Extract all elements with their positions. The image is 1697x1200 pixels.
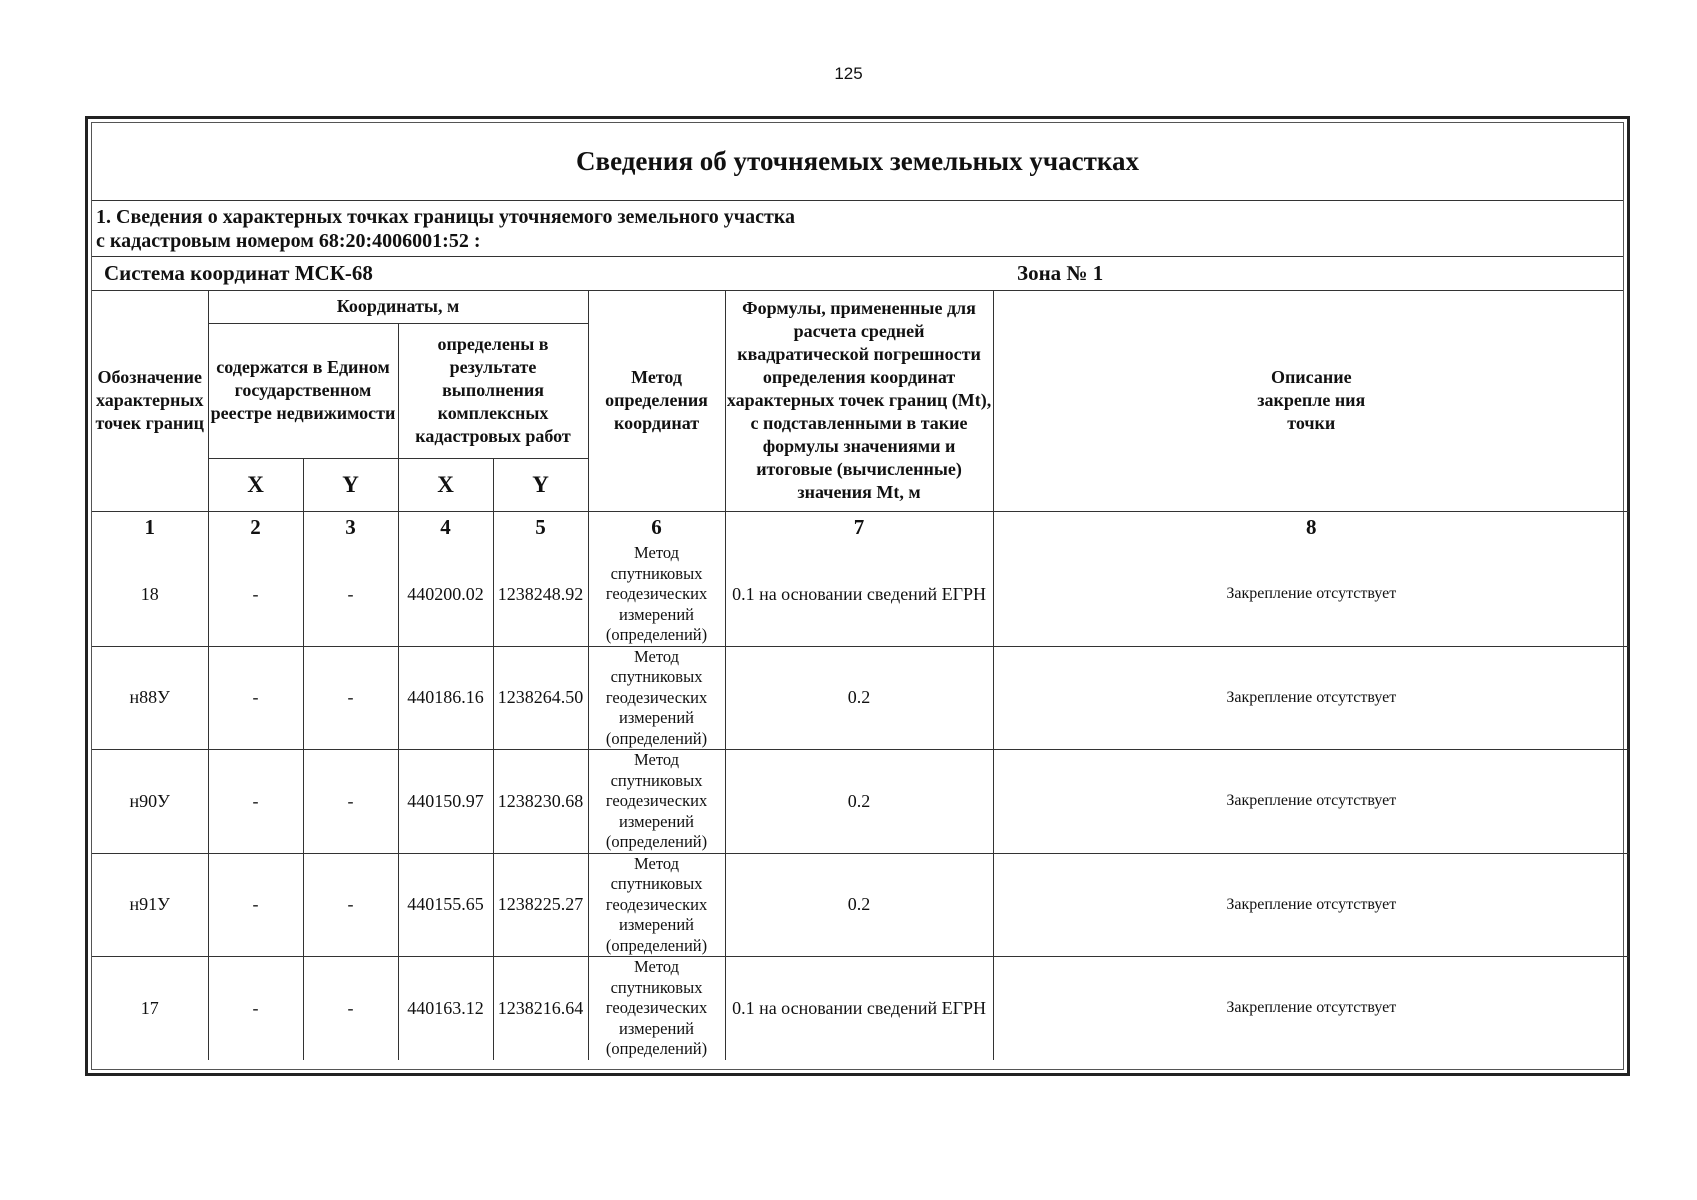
- cell-method: Метод спутниковых геодезических измерений (определений): [588, 543, 725, 646]
- cell-description: Закрепление отсутствует: [993, 750, 1629, 854]
- cell-x: 440200.02: [398, 543, 493, 646]
- cell-mt: 0.1 на основании сведений ЕГРН: [725, 957, 993, 1060]
- cell-method: Метод спутниковых геодезических измерений (определений): [588, 957, 725, 1060]
- header-formula: Формулы, примененные для расчета средней квадратической погрешности определения координат характерных точек границ (Mt), с подставленными в такие формулы значениями и итоговые (вычисленные) значения Mt, м: [725, 291, 993, 511]
- section-heading: [92, 201, 1623, 257]
- document-body: [91, 122, 1624, 1070]
- cell-x: 440150.97: [398, 750, 493, 854]
- header-kkr-coordinates: определены в результате выполнения комплексных кадастровых работ: [398, 323, 588, 458]
- cell-y: 1238225.27: [493, 853, 588, 957]
- coordinate-system-label: Система координат МСК-68: [104, 261, 373, 285]
- column-number: 5: [493, 511, 588, 543]
- boundary-points-table: [92, 291, 1629, 1060]
- section-heading-line1: 1. Сведения о характерных точках границы уточняемого земельного участка: [96, 206, 796, 228]
- cell-mt: 0.2: [725, 750, 993, 854]
- cell-y: 1238248.92: [493, 543, 588, 646]
- document-frame: [85, 116, 1630, 1076]
- cell-description: Закрепление отсутствует: [993, 957, 1629, 1060]
- column-number: 7: [725, 511, 993, 543]
- column-number: 4: [398, 511, 493, 543]
- table-header: [92, 291, 1629, 543]
- column-number: 8: [993, 511, 1629, 543]
- cell-description: Закрепление отсутствует: [993, 543, 1629, 646]
- header-egrn-coordinates: содержатся в Едином государственном реестре недвижимости: [208, 323, 398, 458]
- zone-label: Зона № 1: [1017, 261, 1104, 285]
- table-row: [92, 957, 1629, 1060]
- cell-mt: 0.2: [725, 853, 993, 957]
- page-number: 125: [834, 64, 863, 83]
- cell-egrn-y: -: [303, 750, 398, 854]
- cell-point: н90У: [92, 750, 208, 854]
- header-egrn-y: Y: [303, 458, 398, 511]
- cell-description: Закрепление отсутствует: [993, 853, 1629, 957]
- cell-y: 1238264.50: [493, 646, 588, 750]
- cell-method: Метод спутниковых геодезических измерений (определений): [588, 853, 725, 957]
- cell-y: 1238230.68: [493, 750, 588, 854]
- cell-egrn-y: -: [303, 646, 398, 750]
- header-method: Метод определения координат: [588, 291, 725, 511]
- column-number: 2: [208, 511, 303, 543]
- cell-x: 440186.16: [398, 646, 493, 750]
- table-body: [92, 543, 1629, 1060]
- section-heading-line2: с кадастровым номером 68:20:4006001:52 :: [96, 230, 481, 252]
- table-row: [92, 646, 1629, 750]
- column-number: 6: [588, 511, 725, 543]
- table-row: [92, 750, 1629, 854]
- cell-egrn-x: -: [208, 543, 303, 646]
- cell-egrn-x: -: [208, 957, 303, 1060]
- cell-egrn-x: -: [208, 750, 303, 854]
- cell-egrn-y: -: [303, 957, 398, 1060]
- header-point-designation: Обозначение характерных точек границ: [92, 291, 208, 511]
- cell-mt: 0.1 на основании сведений ЕГРН: [725, 543, 993, 646]
- column-number-row: [92, 511, 1629, 543]
- cell-egrn-x: -: [208, 646, 303, 750]
- cell-point: н88У: [92, 646, 208, 750]
- header-kkr-x: X: [398, 458, 493, 511]
- cell-mt: 0.2: [725, 646, 993, 750]
- header-egrn-x: X: [208, 458, 303, 511]
- coordinate-system-row: [92, 257, 1623, 291]
- cell-method: Метод спутниковых геодезических измерений (определений): [588, 750, 725, 854]
- column-number: 1: [92, 511, 208, 543]
- header-description: Описание закрепле ния точки: [993, 291, 1629, 511]
- cell-egrn-y: -: [303, 543, 398, 646]
- cell-x: 440163.12: [398, 957, 493, 1060]
- document-title: Сведения об уточняемых земельных участках: [92, 123, 1623, 201]
- header-kkr-y: Y: [493, 458, 588, 511]
- cell-x: 440155.65: [398, 853, 493, 957]
- cell-egrn-x: -: [208, 853, 303, 957]
- table-row: [92, 853, 1629, 957]
- cell-point: 18: [92, 543, 208, 646]
- cell-description: Закрепление отсутствует: [993, 646, 1629, 750]
- table-row: [92, 543, 1629, 646]
- cell-point: 17: [92, 957, 208, 1060]
- cell-point: н91У: [92, 853, 208, 957]
- cell-egrn-y: -: [303, 853, 398, 957]
- cell-y: 1238216.64: [493, 957, 588, 1060]
- header-coordinates: Координаты, м: [208, 291, 588, 323]
- column-number: 3: [303, 511, 398, 543]
- cell-method: Метод спутниковых геодезических измерений (определений): [588, 646, 725, 750]
